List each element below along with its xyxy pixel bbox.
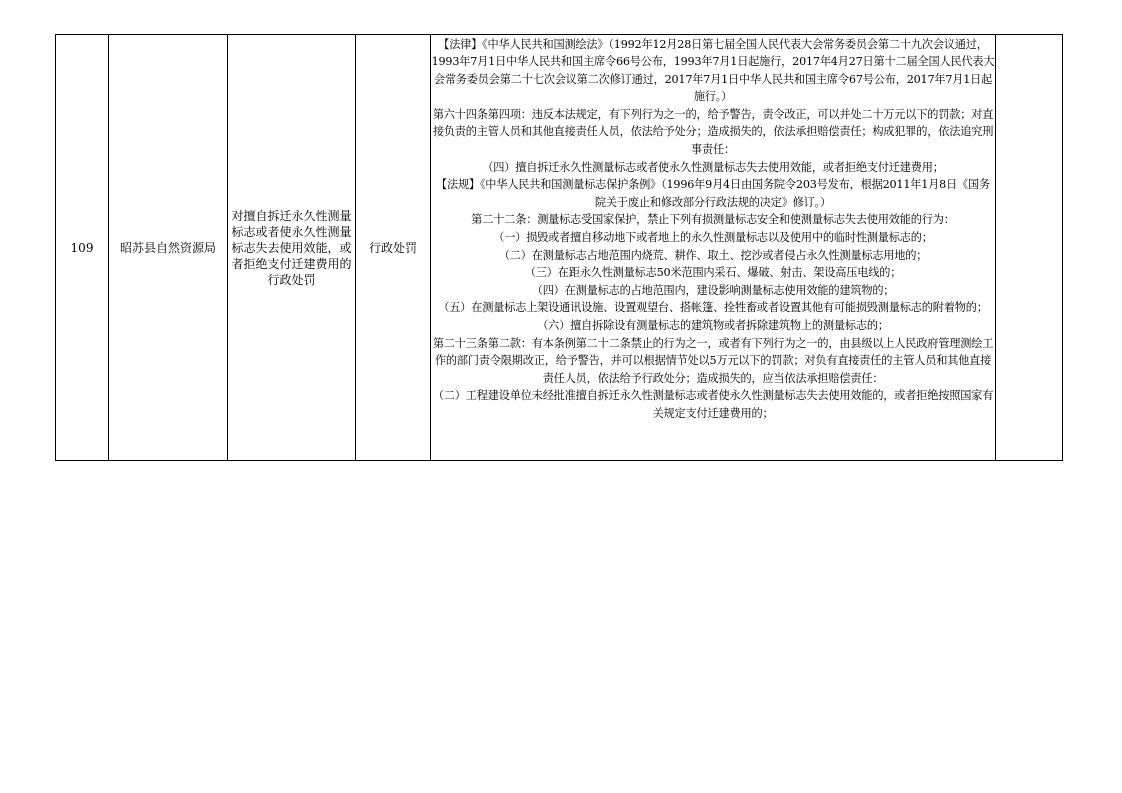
row-number-cell: 109 [56, 35, 109, 461]
category-cell: 行政处罚 [356, 35, 431, 461]
legal-basis-text [431, 36, 995, 460]
basis-paragraph: 第二十三条第二款：有本条例第二十二条禁止的行为之一，或者有下列行为之一的，由县级以上人民政府管理测绘工作的部门责令限期改正，给予警告，并可以根据情节处以5万元以下的罚款；对负有直接责任的主管人员和其他直接责任人员，依法给予行政处分；造成损失的，应当依法承担赔偿责任： [432, 336, 994, 385]
table-row [56, 35, 1063, 461]
legal-basis-cell [431, 35, 996, 461]
basis-paragraph: （三）在距永久性测量标志50米范围内采石、爆破、射击、架设高压电线的； [524, 266, 902, 280]
basis-paragraph: 第六十四条第四项：违反本法规定，有下列行为之一的，给予警告，责令改正，可以并处二十万元以下的罚款；对直接负责的主管人员和其他直接责任人员，依法给予处分；造成损失的，依法承担赔偿责任；构成犯罪的，依法追究刑事责任： [432, 107, 994, 157]
basis-paragraph: 第二十二条：测量标志受国家保护，禁止下列有损测量标志安全和使测量标志失去使用效能的行为： [471, 213, 955, 227]
record-table [55, 34, 1063, 461]
basis-paragraph: 【法规】《中华人民共和国测量标志保护条例》（1996年9月4日由国务院令203号发布，根据2011年1月8日《国务院关于废止和修改部分行政法规的决定》修订。） [435, 178, 991, 209]
basis-paragraph: （六）擅自拆除设有测量标志的建筑物或者拆除建筑物上的测量标志的； [537, 319, 889, 332]
basis-paragraph: 【法律】《中华人民共和国测绘法》（1992年12月28日第七届全国人民代表大会常务委员会第二十九次会议通过，1993年7月1日中华人民共和国主席令66号公布，1993年7月1日起施行，2017年4月27日第十二届全国人民代表大会常务委员会第二十七次会议第二次修订通过，2017年7月1日中华人民共和国主席令67号公布，2017年7月1日起施行。） [431, 37, 995, 104]
basis-paragraph: （五）在测量标志上架设通讯设施、设置观望台、搭帐篷、拴牲畜或者设置其他有可能损毁测量标志的附着物的； [438, 301, 988, 315]
basis-paragraph: （四）擅自拆迁永久性测量标志或者使永久性测量标志失去使用效能，或者拒绝支付迁建费用； [482, 160, 944, 174]
item-name-cell: 对擅自拆迁永久性测量标志或者使永久性测量标志失去使用效能，或者拒绝支付迁建费用的行政处罚 [228, 35, 356, 461]
basis-paragraph: （二）工程建设单位未经批准擅自拆迁永久性测量标志或者使永久性测量标志失去使用效能的，或者拒绝按照国家有关规定支付迁建费用的； [432, 389, 994, 420]
remark-cell [996, 35, 1063, 461]
basis-paragraph: （二）在测量标志占地范围内烧荒、耕作、取土、挖沙或者侵占永久性测量标志用地的； [498, 248, 928, 262]
basis-paragraph: （一）损毁或者擅自移动地下或者地上的永久性测量标志以及使用中的临时性测量标志的； [493, 231, 933, 245]
basis-paragraph: （四）在测量标志的占地范围内，建设影响测量标志使用效能的建筑物的； [531, 283, 895, 297]
department-cell: 昭苏县自然资源局 [109, 35, 228, 461]
